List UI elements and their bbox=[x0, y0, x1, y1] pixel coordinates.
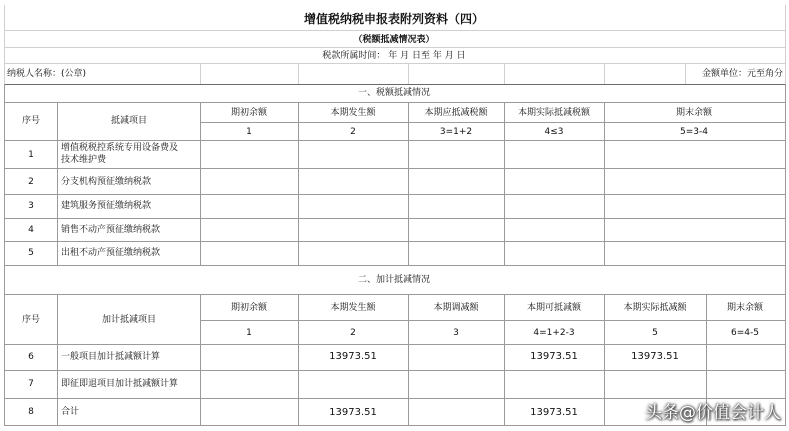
form-subtitle: （税额抵减情况表） bbox=[353, 35, 435, 45]
section2-col-opening: 期初余额 bbox=[230, 303, 268, 313]
section1-item-header: 抵减项目 bbox=[110, 116, 148, 126]
row6-deductible: 13973.51 bbox=[530, 351, 578, 362]
section2-col-incurred: 本期发生额 bbox=[330, 303, 376, 313]
section2-col-deductible: 本期可抵减额 bbox=[526, 303, 582, 313]
section2-formula-5: 5 bbox=[652, 328, 658, 338]
section2-col-actual: 本期实际抵减额 bbox=[623, 303, 687, 313]
amount-unit-label: 金额单位：元至角分 bbox=[701, 69, 783, 79]
row4-seq: 4 bbox=[28, 225, 34, 235]
tax-period: 税款所属时间： 年 月 日至 年 月 日 bbox=[322, 51, 466, 61]
section2-col-closing: 期末余额 bbox=[726, 303, 764, 313]
form-title: 增值税纳税申报表附列资料（四） bbox=[303, 12, 485, 26]
row2-item: 分支机构预征缴纳税款 bbox=[61, 177, 152, 187]
section1-formula-2: 2 bbox=[350, 127, 356, 137]
row7-item: 即征即退项目加计抵减额计算 bbox=[61, 379, 179, 389]
section1-col-actual: 本期实际抵减税额 bbox=[517, 108, 591, 118]
section2-formula-4: 4=1+2-3 bbox=[533, 328, 575, 338]
section1-col-closing: 期末余额 bbox=[675, 108, 713, 118]
section2-formula-2: 2 bbox=[350, 328, 356, 338]
row1-seq: 1 bbox=[28, 150, 34, 160]
section2-seq-header: 序号 bbox=[21, 315, 41, 325]
row6-incurred: 13973.51 bbox=[329, 351, 377, 362]
watermark: 头条@价值会计人 bbox=[645, 403, 781, 423]
row2-seq: 2 bbox=[28, 177, 34, 187]
section2-formula-3: 3 bbox=[453, 328, 459, 338]
row5-item: 出租不动产预征缴纳税款 bbox=[61, 248, 161, 258]
section2-item-header: 加计抵减项目 bbox=[101, 315, 157, 325]
row8-seq: 8 bbox=[28, 407, 34, 417]
section1-formula-5: 5=3-4 bbox=[680, 127, 708, 137]
section1-col-deductible: 本期应抵减税额 bbox=[424, 108, 488, 118]
section1-formula-3: 3=1+2 bbox=[439, 127, 473, 137]
section2-heading: 二、加计抵减情况 bbox=[357, 275, 431, 285]
row1-item-line2: 技术维护费 bbox=[61, 155, 107, 165]
row4-item: 销售不动产预征缴纳税款 bbox=[61, 225, 161, 235]
section2-formula-1: 1 bbox=[246, 328, 252, 338]
section2-formula-6: 6=4-5 bbox=[731, 328, 759, 338]
row8-incurred: 13973.51 bbox=[329, 407, 377, 418]
section2-col-reduction: 本期调减额 bbox=[433, 303, 479, 313]
row6-actual: 13973.51 bbox=[631, 351, 679, 362]
row5-seq: 5 bbox=[28, 248, 34, 258]
row3-item: 建筑服务预征缴纳税款 bbox=[61, 201, 152, 211]
section1-formula-4: 4≤3 bbox=[544, 127, 564, 137]
row8-item: 合计 bbox=[61, 407, 80, 417]
section1-formula-1: 1 bbox=[246, 127, 252, 137]
row7-seq: 7 bbox=[28, 379, 34, 389]
section1-col-opening: 期初余额 bbox=[230, 108, 268, 118]
row8-deductible: 13973.51 bbox=[530, 407, 578, 418]
taxpayer-name-label: 纳税人名称：(公章) bbox=[7, 69, 87, 79]
section1-heading: 一、税额抵减情况 bbox=[357, 88, 431, 98]
section1-seq-header: 序号 bbox=[21, 116, 41, 126]
section1-col-incurred: 本期发生额 bbox=[330, 108, 376, 118]
row6-seq: 6 bbox=[28, 352, 34, 362]
row3-seq: 3 bbox=[28, 201, 34, 211]
row1-item-line1: 增值税税控系统专用设备费及 bbox=[61, 143, 179, 153]
row6-item: 一般项目加计抵减额计算 bbox=[61, 352, 161, 362]
